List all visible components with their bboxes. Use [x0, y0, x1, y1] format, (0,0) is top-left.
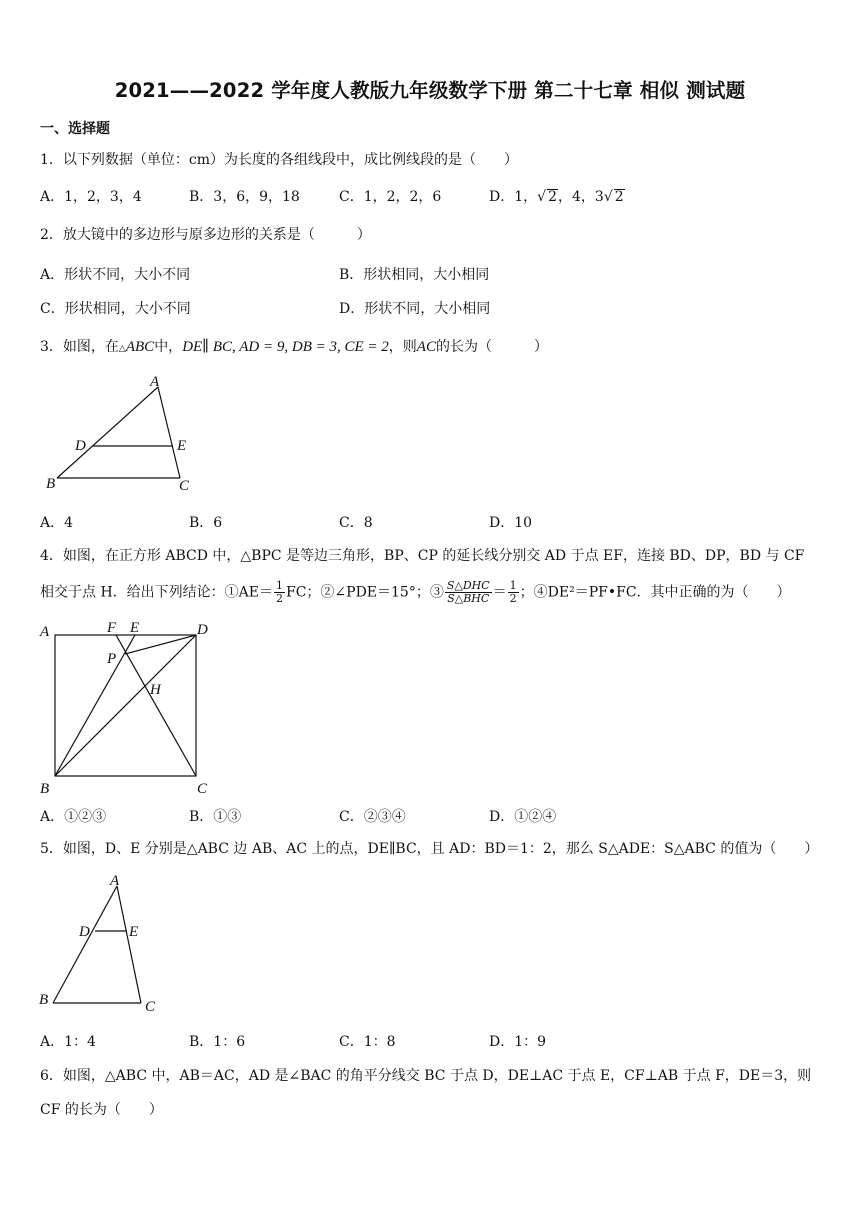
q5-label-c: C — [145, 999, 156, 1015]
q3-text-b: 中， — [154, 339, 183, 355]
q3-label-d: D — [75, 438, 86, 454]
q5-option-c: C．1：8 — [339, 1034, 396, 1050]
q3-abc: ABC — [125, 339, 155, 355]
q1-option-b: B．3，6，9，18 — [189, 189, 300, 205]
q3-label-a: A — [150, 374, 160, 390]
question-4-line1: 4．如图，在正方形 ABCD 中，△BPC 是等边三角形，BP、CP 的延长线分别交 AD 于点 EF，连接 BD、DP，BD 与 CF — [40, 548, 805, 564]
q4-line2-d: ；④DE²＝PF•FC．其中正确的为（ ） — [519, 584, 791, 601]
q4-option-b: B．①③ — [189, 809, 242, 825]
page-title: 2021——2022 学年度人教版九年级数学下册 第二十七章 相似 测试题 — [114, 79, 746, 102]
fraction-one-half — [274, 580, 285, 605]
q1-option-d-mid: ，4，3 — [557, 189, 604, 205]
q5-label-a: A — [110, 873, 120, 889]
q4-line2-b: FC；②∠PDE＝15°；③ — [286, 584, 444, 601]
sqrt-symbol: √ — [537, 189, 547, 205]
frac-numerator: 1 — [509, 579, 517, 592]
q3-ac: AC — [416, 339, 436, 355]
triangle-symbol: △ — [118, 344, 126, 354]
q4-line2-c: ＝ — [492, 584, 507, 601]
q2-option-a: A．形状不同，大小不同 — [40, 267, 191, 283]
q4-label-f: F — [107, 620, 117, 636]
frac-numerator: 1 — [276, 579, 283, 592]
q1-option-c: C．1，2，2，6 — [339, 189, 442, 205]
q5-option-d: D．1：9 — [489, 1034, 547, 1050]
q4-label-d: D — [197, 622, 208, 638]
question-5-text: 5．如图，D、E 分别是△ABC 边 AB、AC 上的点，DE∥BC，且 AD：BD＝1：2，那么 S△ADE：S△ABC 的值为（ ） — [40, 841, 819, 857]
question-3-text — [40, 337, 548, 359]
q4-label-b: B — [40, 781, 50, 797]
q4-line2-a: 相交于点 H．给出下列结论：①AE＝ — [40, 584, 273, 601]
q5-label-b: B — [39, 992, 49, 1008]
q4-figure — [34, 618, 214, 798]
q4-label-c: C — [197, 781, 208, 797]
fraction-area-ratio — [445, 580, 492, 605]
q1-option-a: A．1，2，3，4 — [40, 189, 142, 205]
q4-option-c: C．②③④ — [339, 809, 406, 825]
question-4-line2 — [40, 580, 791, 605]
q3-condition: DE∥ BC, AD = 9, DB = 3, CE = 2 — [182, 339, 389, 355]
sqrt-symbol: √ — [603, 189, 613, 205]
q3-option-c: C．8 — [339, 515, 373, 531]
q3-text-a: 3．如图，在 — [40, 339, 119, 355]
q1-option-d — [489, 186, 625, 206]
q4-label-h: H — [150, 682, 161, 698]
q3-option-a: A．4 — [40, 515, 74, 531]
q2-option-d: D．形状不同，大小相同 — [339, 301, 491, 317]
frac-denominator: S△BHC — [447, 592, 490, 605]
q4-option-a: A．①②③ — [40, 809, 107, 825]
q4-label-p: P — [107, 651, 117, 667]
q1-option-d-root2: 2 — [614, 189, 624, 205]
question-6-line2: CF 的长为（ ） — [40, 1102, 163, 1118]
q5-option-a: A．1：4 — [40, 1034, 96, 1050]
q2-option-c: C．形状相同，大小不同 — [40, 301, 191, 317]
question-6-line1: 6．如图，△ABC 中，AB＝AC，AD 是∠BAC 的角平分线交 BC 于点 D，DE⊥AC 于点 E，CF⊥AB 于点 F，DE＝3，则 — [40, 1068, 812, 1084]
q1-option-d-prefix: D．1， — [489, 189, 538, 205]
question-2-text: 2．放大镜中的多边形与原多边形的关系是（ ） — [40, 227, 371, 243]
q4-label-e: E — [130, 620, 140, 636]
q5-label-e: E — [129, 924, 139, 940]
q5-option-b: B．1：6 — [189, 1034, 246, 1050]
q3-label-e: E — [177, 438, 187, 454]
q3-option-d: D．10 — [489, 515, 533, 531]
q3-text-d: 的长为（ ） — [435, 339, 548, 355]
q5-label-d: D — [79, 924, 90, 940]
q3-option-b: B．6 — [189, 515, 223, 531]
q3-label-c: C — [179, 478, 190, 494]
question-1-text: 1．以下列数据（单位：cm）为长度的各组线段中，成比例线段的是（ ） — [40, 152, 519, 168]
q2-option-b: B．形状相同，大小相同 — [339, 267, 490, 283]
q1-option-d-root1: 2 — [548, 189, 557, 205]
q4-label-a: A — [40, 624, 50, 640]
q5-figure — [34, 870, 164, 1015]
section-heading: 一、选择题 — [40, 121, 110, 137]
q4-option-d: D．①②④ — [489, 809, 557, 825]
frac-denominator: 2 — [276, 592, 283, 605]
q3-label-b: B — [46, 476, 56, 492]
q3-text-c: ，则 — [388, 339, 417, 355]
q3-figure — [40, 370, 210, 495]
fraction-one-half — [508, 580, 519, 605]
frac-numerator: S△DHC — [446, 579, 490, 592]
frac-denominator: 2 — [509, 592, 517, 605]
